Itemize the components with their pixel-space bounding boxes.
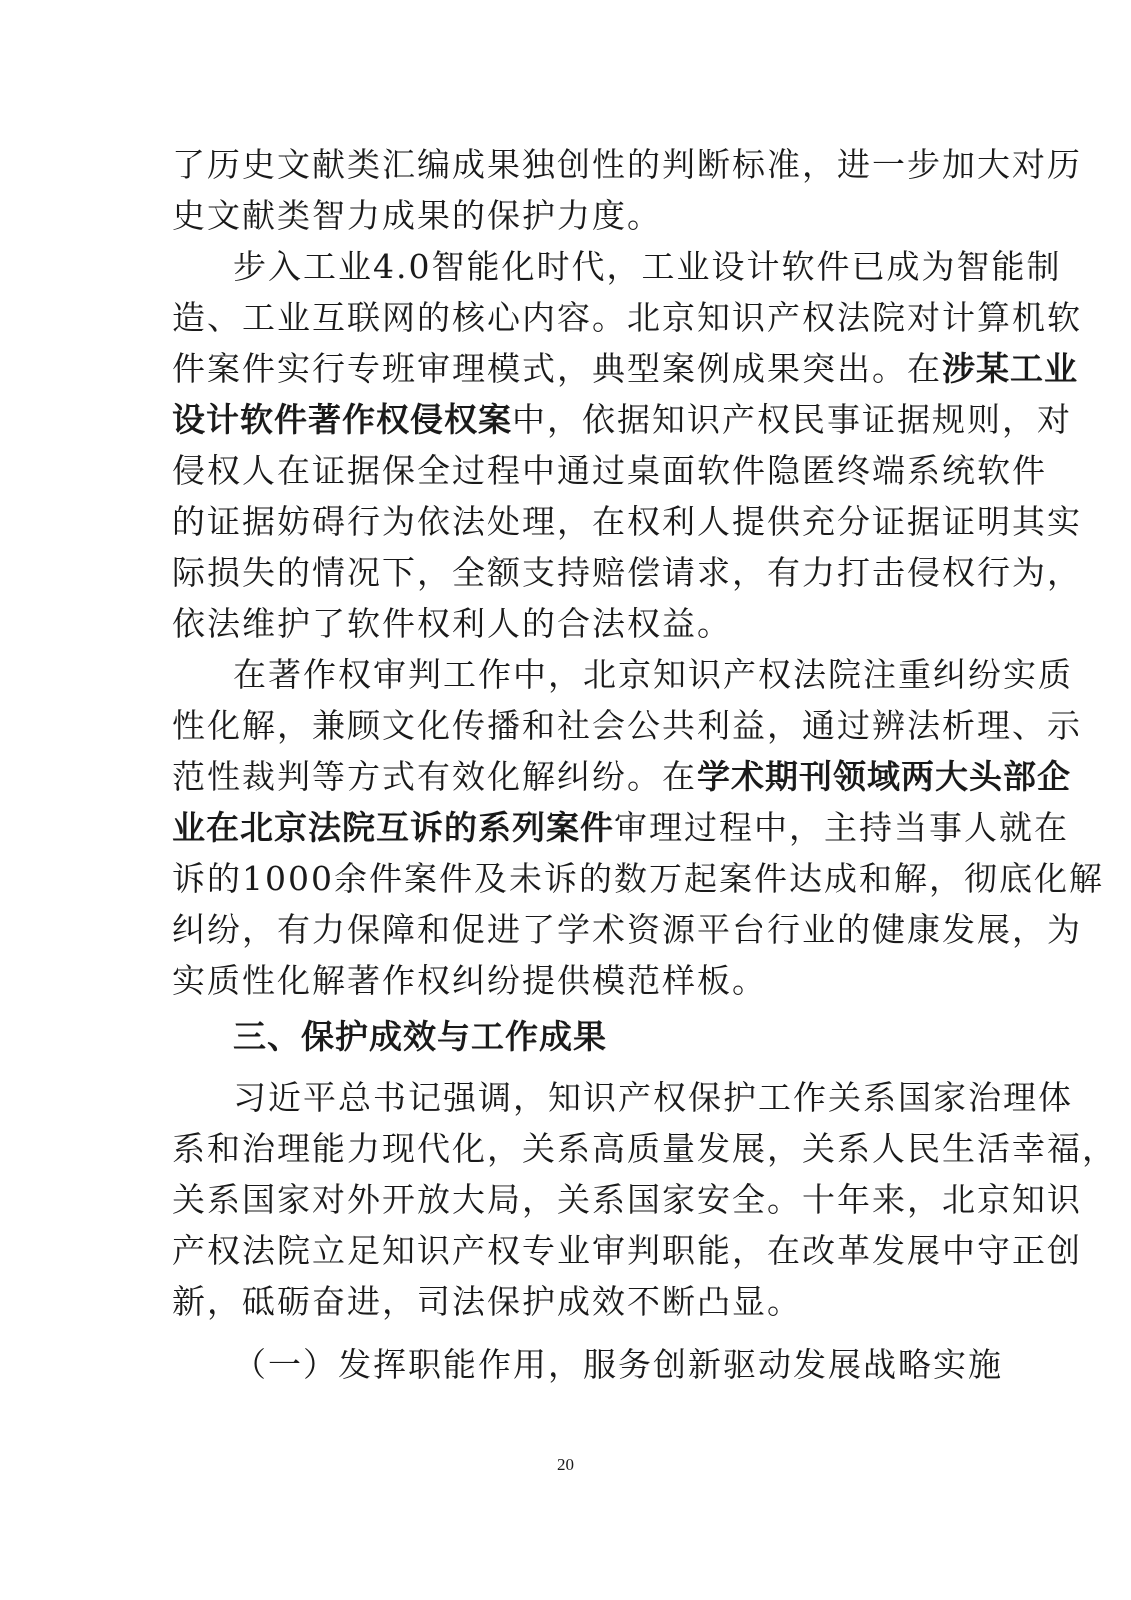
paragraph-line xyxy=(172,803,1069,853)
paragraph-text: 审理过程中，主持当事人就在 xyxy=(614,808,1069,847)
case-name-highlight: 涉某工业 xyxy=(942,349,1078,388)
paragraph-line: 诉的1000余件案件及未诉的数万起案件达成和解，彻底化解 xyxy=(172,859,1104,898)
paragraph-line: 关系国家对外开放大局，关系国家安全。十年来，北京知识 xyxy=(172,1180,1082,1219)
paragraph-line: 史文献类智力成果的保护力度。 xyxy=(172,196,662,235)
paragraph-line: 新，砥砺奋进，司法保护成效不断凸显。 xyxy=(172,1282,802,1321)
case-name-highlight: 学术期刊领域两大头部企 xyxy=(697,757,1071,796)
paragraph-line: 侵权人在证据保全过程中通过桌面软件隐匿终端系统软件 xyxy=(172,451,1047,490)
paragraph-line xyxy=(172,395,1072,445)
case-name-highlight: 业在北京法院互诉的系列案件 xyxy=(172,808,614,847)
case-name-highlight: 设计软件著作权侵权案 xyxy=(172,400,512,439)
paragraph-text: 范性裁判等方式有效化解纠纷。在 xyxy=(172,757,697,796)
paragraph-line: 在著作权审判工作中，北京知识产权法院注重纠纷实质 xyxy=(233,655,1073,694)
paragraph-line: 了历史文献类汇编成果独创性的判断标准，进一步加大对历 xyxy=(172,145,1082,184)
paragraph-line: 际损失的情况下，全额支持赔偿请求，有力打击侵权行为， xyxy=(172,553,1082,592)
section-heading: 三、保护成效与工作成果 xyxy=(233,1017,607,1056)
paragraph-line: 步入工业4.0智能化时代，工业设计软件已成为智能制 xyxy=(233,247,1062,286)
paragraph-line: 习近平总书记强调，知识产权保护工作关系国家治理体 xyxy=(233,1078,1073,1117)
paragraph-line: 实质性化解著作权纠纷提供模范样板。 xyxy=(172,961,767,1000)
paragraph-line: 依法维护了软件权利人的合法权益。 xyxy=(172,604,732,643)
paragraph-line: 性化解，兼顾文化传播和社会公共利益，通过辨法析理、示 xyxy=(172,706,1082,745)
page-number: 20 xyxy=(557,1455,574,1474)
paragraph-line xyxy=(172,344,1078,394)
subsection-heading: （一）发挥职能作用，服务创新驱动发展战略实施 xyxy=(233,1345,1003,1384)
paragraph-line: 的证据妨碍行为依法处理，在权利人提供充分证据证明其实 xyxy=(172,502,1082,541)
paragraph-line: 造、工业互联网的核心内容。北京知识产权法院对计算机软 xyxy=(172,298,1082,337)
paragraph-line xyxy=(172,752,1071,802)
paragraph-line: 系和治理能力现代化，关系高质量发展，关系人民生活幸福， xyxy=(172,1129,1117,1168)
paragraph-text: 中，依据知识产权民事证据规则，对 xyxy=(512,400,1072,439)
paragraph-line: 产权法院立足知识产权专业审判职能，在改革发展中守正创 xyxy=(172,1231,1082,1270)
paragraph-text: 件案件实行专班审理模式，典型案例成果突出。在 xyxy=(172,349,942,388)
paragraph-line: 纠纷，有力保障和促进了学术资源平台行业的健康发展，为 xyxy=(172,910,1082,949)
